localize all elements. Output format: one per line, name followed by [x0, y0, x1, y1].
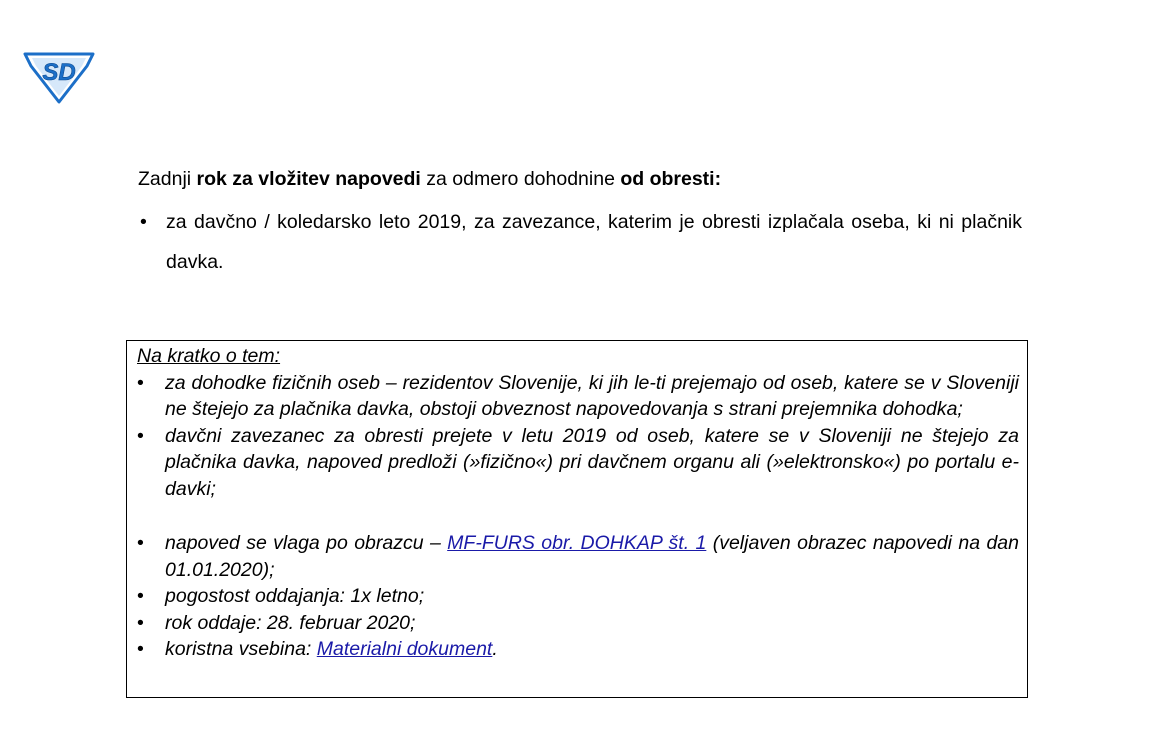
intro-list — [138, 202, 1022, 282]
bullet-icon: • — [137, 532, 144, 554]
list-item: • za davčno / koledarsko leto 2019, za zavezance, katerim je obresti izplačala oseba, ki ni plačnik davka. — [138, 202, 1022, 282]
list-item: • rok oddaje: 28. februar 2020; — [137, 610, 1019, 637]
intro-heading: Zadnji rok za vložitev napovedi za odmero dohodnine od obresti: — [138, 168, 722, 190]
intro-section — [138, 166, 1022, 282]
form-link[interactable]: MF-FURS obr. DOHKAP št. 1 — [447, 532, 707, 554]
bullet-icon: • — [140, 211, 147, 233]
list-item: • davčni zavezanec za obresti prejete v letu 2019 od oseb, katere se v Sloveniji ne štejejo za plačnika davka, napoved predloži (»fizično«) pri davčnem organu ali (»elektronsko«) po portalu e-davki; — [137, 424, 1019, 500]
list-item: • za dohodke fizičnih oseb – rezidentov Slovenije, ki jih le-ti prejemajo od oseb, katere se v Sloveniji ne štejejo za plačnika davka, obstoji obveznost napovedovanja s strani prejemnika dohodka; — [137, 371, 1019, 420]
bullet-icon: • — [137, 424, 144, 447]
bullet-icon: • — [137, 638, 144, 660]
list-item: • napoved se vlaga po obrazcu – MF-FURS obr. DOHKAP št. 1 (veljaven obrazec napovedi na dan 01.01.2020); — [137, 532, 1019, 581]
summary-list — [137, 370, 1019, 663]
bullet-icon: • — [137, 585, 144, 607]
bullet-icon: • — [137, 371, 144, 394]
list-item: • pogostost oddajanja: 1x letno; — [137, 583, 1019, 610]
bullet-icon: • — [137, 611, 144, 634]
summary-box — [126, 340, 1028, 698]
summary-title: Na kratko o tem: — [137, 345, 281, 367]
material-document-link[interactable]: Materialni dokument — [316, 638, 493, 660]
sd-shield-logo — [22, 48, 96, 104]
list-item: • koristna vsebina: Materialni dokument. — [137, 636, 1019, 663]
svg-text:SD: SD — [42, 59, 76, 86]
